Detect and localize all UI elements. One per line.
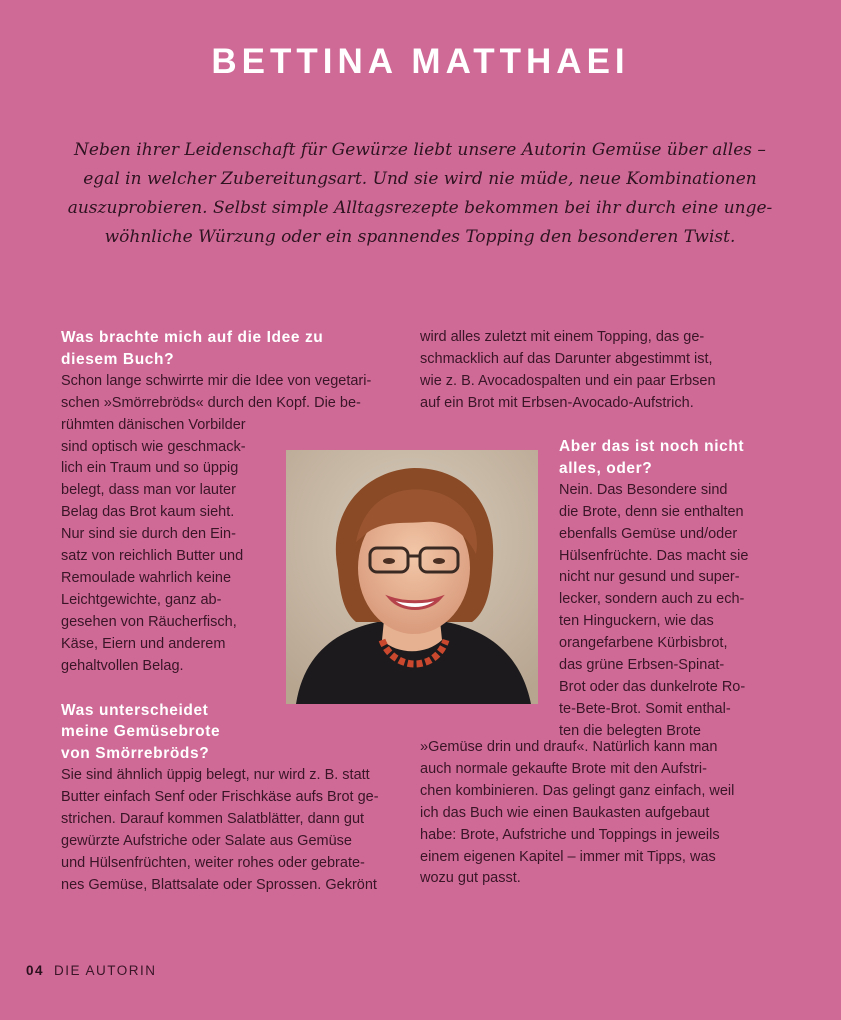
section-body-more-continued: »Gemüse drin und drauf«. Natürlich kann man auch normale gekaufte Brote mit den Aufstri- chen kombinieren. Das gelingt ganz einfach, weil ich das Buch wie einen Baukasten aufgebaut habe: Brote, Aufstriche und Toppings in jeweils einem eigenen Kapitel – immer mit Tipps, was wozu gut passt.: [420, 739, 735, 887]
section-heading-idea: Was brachte mich auf die Idee zu diesem Buch?: [61, 329, 324, 368]
intro-line: auszuprobieren. Selbst simple Alltagsrezepte bekommen bei ihr durch eine unge-: [67, 198, 773, 218]
page-number: 04: [26, 963, 45, 978]
section-body-difference: Sie sind ähnlich üppig belegt, nur wird z. B. statt Butter einfach Senf oder Frischkäse aufs Brot ge- strichen. Darauf kommen Salatblätter, dann gut gewürzte Aufstriche oder Salate aus Gemüse und Hülsenfrüchten, weiter rohes oder gebrate- nes Gemüse, Blattsalate oder Sprossen. Gekrönt: [61, 767, 379, 893]
section-name: DIE AUTORIN: [54, 963, 157, 978]
author-portrait-icon: [286, 450, 538, 704]
section-body-more: Nein. Das Besondere sind die Brote, denn sie enthalten ebenfalls Gemüse und/oder Hülsenfrüchte. Das macht sie nicht nur gesund und super- lecker, sondern auch zu ech- ten Hinguckern, wie das orangefarbene Kürbisbrot, das grüne Erbsen-Spinat- Brot oder das dunkelrote Ro- te-Bete-Brot. Somit enthal- ten die belegten Brote: [559, 481, 749, 739]
section-heading-more: Aber das ist noch nicht alles, oder?: [559, 438, 745, 477]
page-footer: [26, 963, 157, 978]
portrait-illustration: [286, 450, 538, 704]
page-title: BETTINA MATTHAEI: [211, 42, 630, 81]
intro-line: egal in welcher Zubereitungsart. Und sie wird nie müde, neue Kombinationen: [83, 169, 757, 189]
intro-line: Neben ihrer Leidenschaft für Gewürze liebt unsere Autorin Gemüse über alles –: [74, 140, 766, 160]
intro-line: wöhnliche Würzung oder ein spannendes Topping den besonderen Twist.: [104, 227, 736, 247]
intro-paragraph: [60, 136, 780, 252]
section-heading-difference: Was unterscheidet meine Gemüsebrote von Smörrebröds?: [61, 701, 221, 763]
section-body-difference-continued: wird alles zuletzt mit einem Topping, das ge- schmacklich auf das Darunter abgestimmt ist, wie z. B. Avocadospalten und ein paar Erbsen auf ein Brot mit Erbsen-Avocado-Aufstrich.: [420, 329, 716, 411]
section-body-idea: Schon lange schwirrte mir die Idee von vegetari- schen »Smörrebröds« durch den Kopf. Die be- rühmten dänischen Vorbilder sind optisch wie geschmack- lich ein Traum und so üppig belegt, dass man vor lauter Belag das Brot kaum sieht. Nur sind sie durch den Ein- satz von reichlich Butter und Remoulade wahrlich keine Leichtgewichte, ganz ab- gesehen von Räucherfisch, Käse, Eiern und anderem gehaltvollen Belag.: [61, 372, 372, 674]
right-column-narrow: [559, 436, 779, 743]
